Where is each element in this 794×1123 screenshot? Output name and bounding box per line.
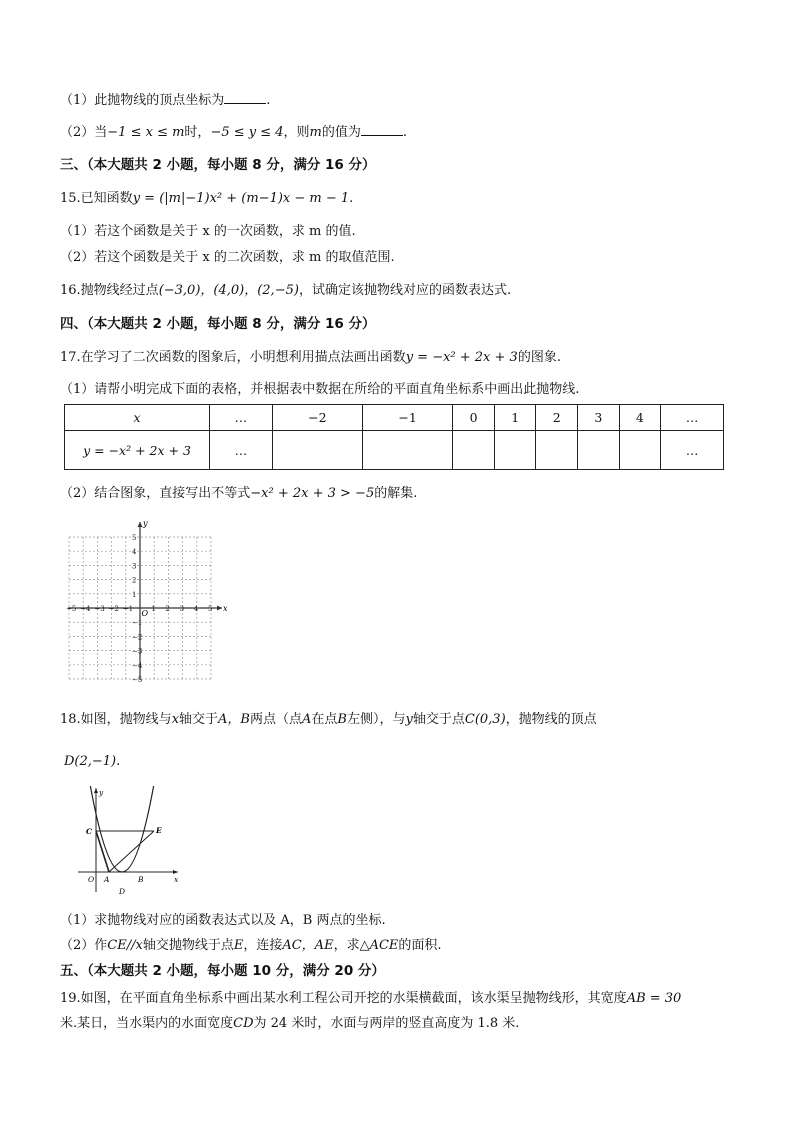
table-cell: 2 xyxy=(536,405,578,431)
section-3-heading: 三、（本大题共 2 小题，每小题 8 分，满分 16 分） xyxy=(60,157,376,173)
x-tick-label: 4 xyxy=(193,605,199,613)
table-cell: … xyxy=(210,431,273,470)
table-cell-input[interactable] xyxy=(578,431,620,470)
table-cell-input[interactable] xyxy=(494,431,536,470)
y-tick-label: −4 xyxy=(132,661,143,670)
condition-formula: −1 ≤ x ≤ m xyxy=(107,125,185,140)
q18-stem-line2: D(2,−1). xyxy=(64,754,121,769)
q18-stem-line1: 18.如图，抛物线与x轴交于A，B两点（点A在点B左侧），与y轴交于点C(0,3)，抛物线的顶点 xyxy=(60,712,597,727)
y-tick-label: −2 xyxy=(132,633,143,642)
value-table xyxy=(64,404,724,470)
x-tick-label: −1 xyxy=(122,605,134,613)
q17-stem: 17.在学习了二次函数的图象后，小明想利用描点法画出函数y = −x² + 2x + 3的图象. xyxy=(60,350,561,365)
table-row-x xyxy=(65,405,724,431)
x-tick-label: −3 xyxy=(94,605,105,613)
q15-part2: （2）若这个函数是关于 x 的二次函数，求 m 的取值范围. xyxy=(60,250,395,265)
q15-formula: y = (|m|−1)x² + (m−1)x − m − 1 xyxy=(132,191,350,206)
x-axis-arrow xyxy=(217,606,222,611)
table-cell: 3 xyxy=(578,405,620,431)
answer-blank[interactable] xyxy=(224,91,266,104)
label-b: B xyxy=(138,875,144,884)
x-tick-label: 5 xyxy=(208,605,213,613)
x-tick-label: −5 xyxy=(66,605,77,613)
table-header-x: x xyxy=(65,405,210,431)
section-5-heading: 五、（本大题共 2 小题，每小题 10 分，满分 20 分） xyxy=(60,963,385,979)
table-cell: −1 xyxy=(363,405,453,431)
q17-inequality: −x² + 2x + 3 > −5 xyxy=(250,486,375,501)
table-cell-input[interactable] xyxy=(272,431,362,470)
q17-formula: y = −x² + 2x + 3 xyxy=(405,350,518,365)
point-d: D(2,−1) xyxy=(64,754,117,769)
q17-part2: （2）结合图象，直接写出不等式−x² + 2x + 3 > −5的解集. xyxy=(60,486,418,501)
q15-stem: 15.已知函数y = (|m|−1)x² + (m−1)x − m − 1. xyxy=(60,191,354,206)
ab-width: AB = 30 xyxy=(626,991,682,1006)
section-4-heading: 四、（本大题共 2 小题，每小题 8 分，满分 16 分） xyxy=(60,316,376,332)
table-cell: 0 xyxy=(453,405,495,431)
coordinate-grid-figure xyxy=(60,518,230,684)
table-row-y xyxy=(65,431,724,470)
q14-part1: （1）此抛物线的顶点坐标为 . xyxy=(60,93,271,108)
q17-part1: （1）请帮小明完成下面的表格，并根据表中数据在所给的平面直角坐标系中画出此抛物线. xyxy=(60,382,580,397)
q14-part2: （2）当−1 ≤ x ≤ m时，−5 ≤ y ≤ 4，则m的值为 . xyxy=(60,125,408,140)
x-tick-label: 1 xyxy=(151,605,156,613)
y-tick-label: −5 xyxy=(132,676,143,684)
table-cell: … xyxy=(661,405,724,431)
label-x: x xyxy=(174,875,179,884)
table-header-y: y = −x² + 2x + 3 xyxy=(65,431,210,470)
y-tick-label: 2 xyxy=(132,576,137,585)
table-cell: 4 xyxy=(619,405,661,431)
label-a: A xyxy=(104,875,110,884)
q15-part1: （1）若这个函数是关于 x 的一次函数，求 m 的值. xyxy=(60,224,356,239)
x-tick-label: 3 xyxy=(179,605,185,613)
y-tick-label: −1 xyxy=(132,619,143,628)
y-axis-label: y xyxy=(143,519,148,528)
q19-line1: 19.如图，在平面直角坐标系中画出某水利工程公司开挖的水渠横截面，该水渠呈抛物线形，其宽度AB = 30 xyxy=(60,991,682,1006)
q14-part1-text: （1）此抛物线的顶点坐标为 xyxy=(60,93,225,108)
x-axis-label: x xyxy=(223,604,228,613)
q16-stem: 16.抛物线经过点(−3,0)，(4,0)，(2,−5)，试确定该抛物线对应的函数表达式. xyxy=(60,283,512,298)
y-tick-label: 1 xyxy=(132,590,137,599)
y-tick-label: 4 xyxy=(132,548,137,557)
table-cell: −2 xyxy=(272,405,362,431)
x-tick-label: 2 xyxy=(165,605,170,613)
table-cell-input[interactable] xyxy=(536,431,578,470)
label-e: E xyxy=(156,826,162,835)
parabola-figure xyxy=(72,786,184,896)
y-axis-arrow xyxy=(138,522,143,527)
range-formula: −5 ≤ y ≤ 4 xyxy=(210,125,284,140)
y-tick-label: −3 xyxy=(132,647,143,656)
table-cell: … xyxy=(210,405,273,431)
table-cell-input[interactable] xyxy=(363,431,453,470)
y-tick-label: 5 xyxy=(132,534,137,542)
tick-labels xyxy=(66,534,212,684)
parabola-curve xyxy=(90,786,154,872)
q18-part1: （1）求抛物线对应的函数表达式以及 A，B 两点的坐标. xyxy=(60,913,386,928)
table-cell: … xyxy=(661,431,724,470)
label-y: y xyxy=(99,788,104,797)
label-d: D xyxy=(119,887,126,896)
q19-line2: 米.某日，当水渠内的水面宽度CD为 24 米时，水面与两岸的竖直高度为 1.8 米. xyxy=(60,1016,520,1031)
table-cell: 1 xyxy=(494,405,536,431)
label-c: C xyxy=(86,827,92,836)
x-axis-arrow xyxy=(173,870,178,874)
answer-blank[interactable] xyxy=(361,123,403,136)
y-tick-label: 3 xyxy=(132,562,137,571)
q18-part2: （2）作CE//x轴交抛物线于点E，连接AC，AE，求△ACE的面积. xyxy=(60,938,442,953)
x-tick-label: −4 xyxy=(80,605,91,613)
point-c: C(0,3) xyxy=(464,712,506,727)
y-axis-arrow xyxy=(94,788,98,793)
q16-points: (−3,0)，(4,0)，(2,−5) xyxy=(158,283,299,298)
table-cell-input[interactable] xyxy=(619,431,661,470)
x-tick-label: −2 xyxy=(108,605,119,613)
label-o: O xyxy=(88,875,95,884)
segment-ae xyxy=(109,831,154,872)
table-cell-input[interactable] xyxy=(453,431,495,470)
origin-label: O xyxy=(141,609,149,618)
